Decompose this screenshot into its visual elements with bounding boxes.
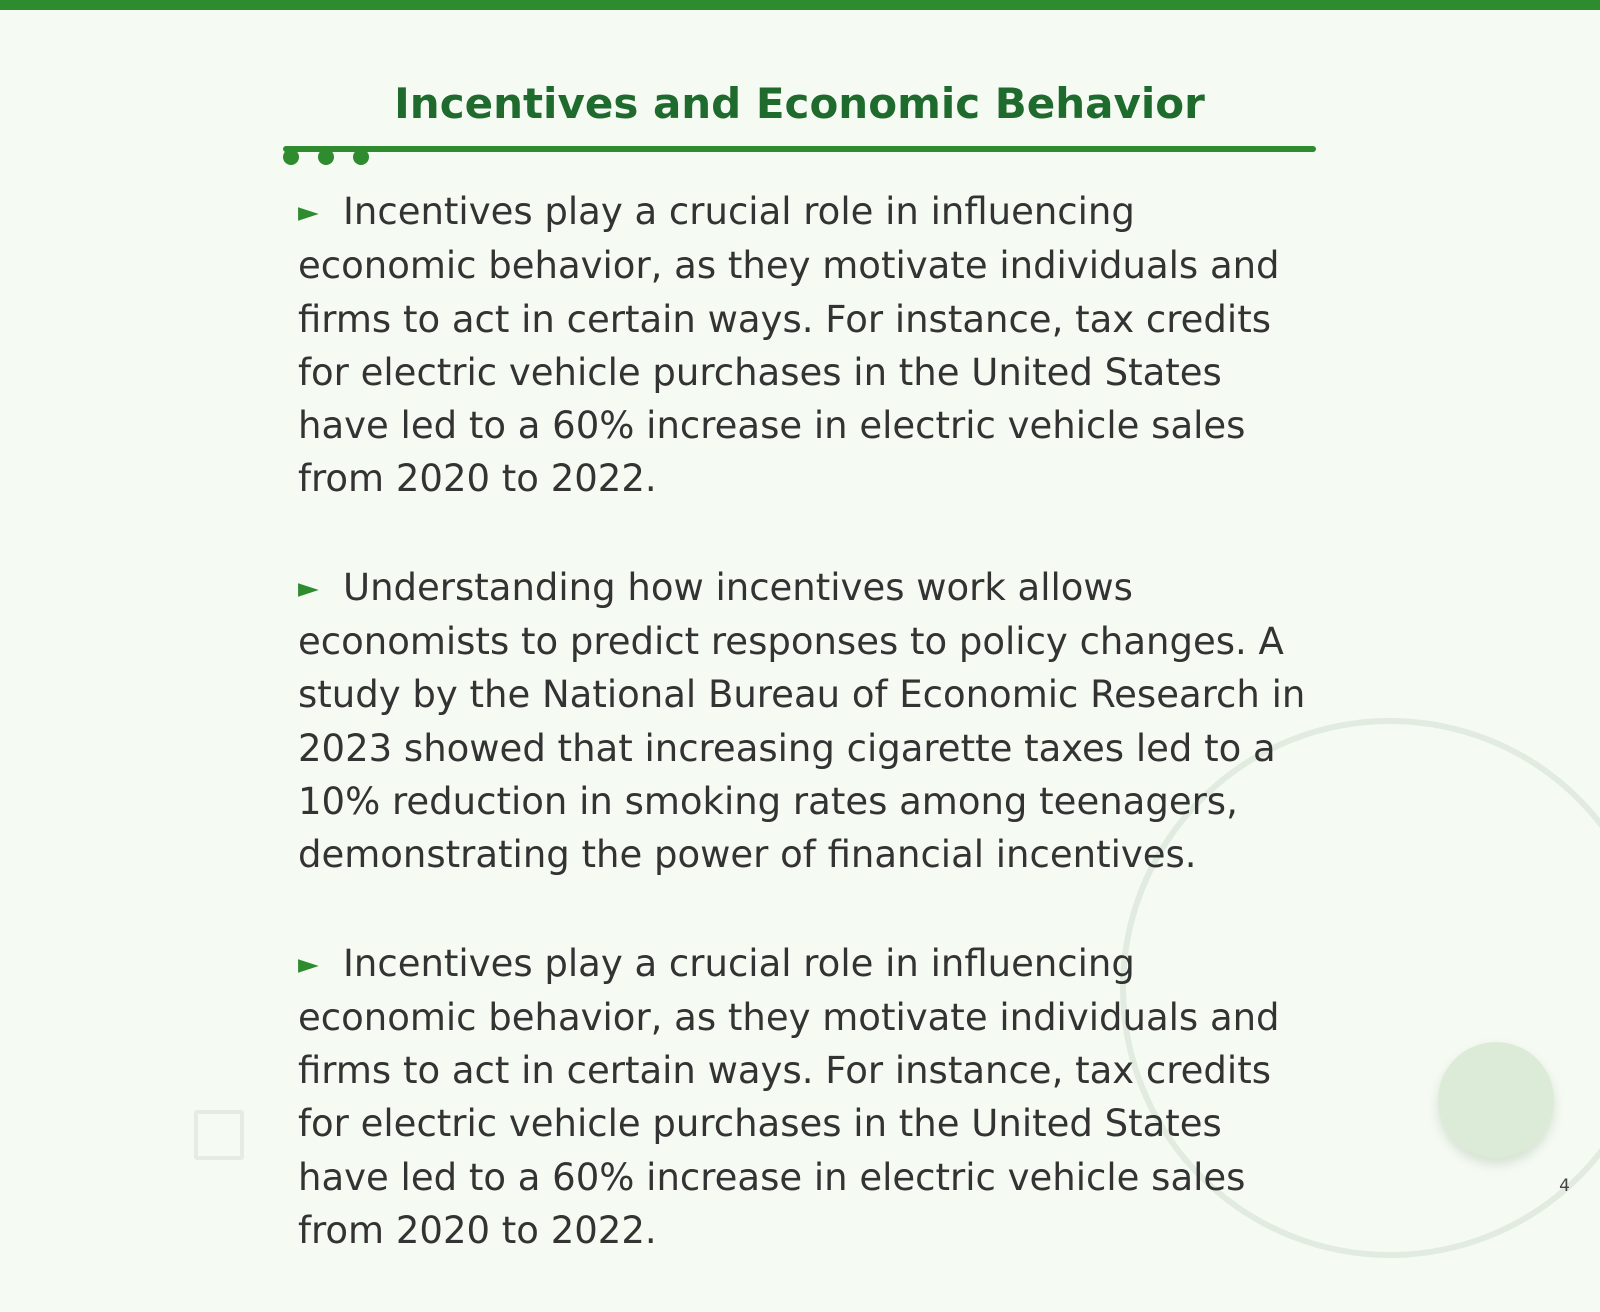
top-accent-bar (0, 0, 1600, 10)
decorative-circle (1438, 1042, 1554, 1158)
play-arrow-icon: ► (298, 948, 319, 980)
bullet-text: Incentives play a crucial role in influencing economic behavior, as they motivate individuals and firms to act in certain ways. For instance, tax credits for electric vehicle purchases in the United States have led to a 60% increase in electric vehicle sales from 2020 to 2022. (298, 190, 1280, 501)
decorative-square (194, 1110, 244, 1160)
play-arrow-icon: ► (298, 197, 319, 228)
bullet-text: Incentives play a crucial role in influencing economic behavior, as they motivate individuals and firms to act in certain ways. For instance, tax credits for electric vehicle purchases in the United States have led to a 60% increase in electric vehicle sales from 2020 to 2022. (298, 941, 1280, 1253)
bullet-item (298, 937, 1318, 1258)
bullet-item (298, 561, 1318, 882)
title-underline (283, 146, 1316, 152)
bullet-text: Understanding how incentives work allows economists to predict responses to policy changes. A study by the National Bureau of Economic Research in 2023 showed that increasing cigarette taxes led to a 10% reduction in smoking rates among teenagers, demonstrating the power of financial incentives. (298, 565, 1306, 877)
bullet-list (298, 185, 1318, 1312)
underline-dot (353, 149, 369, 165)
page-number: 4 (1559, 1176, 1570, 1196)
underline-dot (318, 149, 334, 165)
play-arrow-icon: ► (298, 572, 319, 604)
slide-title: Incentives and Economic Behavior (394, 79, 1205, 128)
underline-dot (283, 149, 299, 165)
bullet-item (298, 185, 1318, 506)
